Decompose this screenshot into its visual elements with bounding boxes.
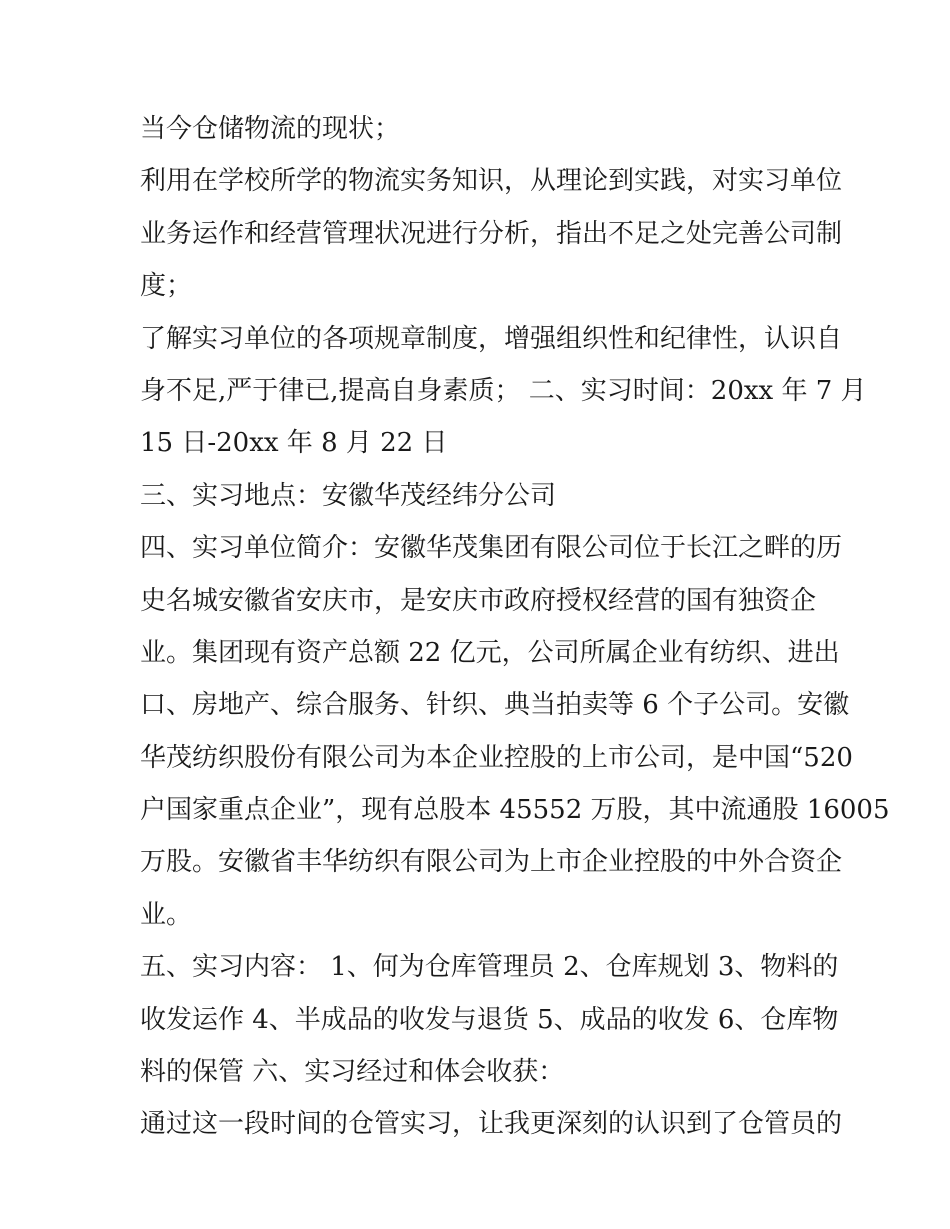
- text-line: 业。集团现有资产总额 22 亿元，公司所属企业有纺织、进出: [140, 637, 840, 668]
- text-line: 口、房地产、综合服务、针织、典当拍卖等 6 个子公司。安徽: [140, 690, 850, 721]
- text-line: 户国家重点企业”，现有总股本 45552 万股，其中流通股 16005: [140, 795, 890, 826]
- text-line: 15 日-20xx 年 8 月 22 日: [140, 428, 448, 459]
- text-line: 史名城安徽省安庆市，是安庆市政府授权经营的国有独资企: [140, 585, 817, 616]
- text-line: 料的保管 六、实习经过和体会收获：: [140, 1057, 565, 1088]
- text-line: 万股。安徽省丰华纺织有限公司为上市企业控股的中外合资企: [140, 847, 843, 878]
- text-line: 业。: [140, 899, 193, 930]
- text-line: 度；: [140, 271, 193, 302]
- text-line: 三、实习地点：安徽华茂经纬分公司: [140, 480, 557, 511]
- text-line: 收发运作 4、半成品的收发与退货 5、成品的收发 6、仓库物: [140, 1004, 839, 1035]
- text-line: 了解实习单位的各项规章制度，增强组织性和纪律性，认识自: [140, 323, 843, 354]
- text-line: 华茂纺织股份有限公司为本企业控股的上市公司，是中国“520: [140, 742, 853, 773]
- document-body: [140, 103, 890, 1151]
- text-line: 通过这一段时间的仓管实习，让我更深刻的认识到了仓管员的: [140, 1109, 843, 1140]
- text-line: 五、实习内容： 1、何为仓库管理员 2、仓库规划 3、物料的: [140, 952, 839, 983]
- text-line: 四、实习单位简介：安徽华茂集团有限公司位于长江之畔的历: [140, 533, 843, 564]
- text-line: 身不足,严于律已,提高自身素质； 二、实习时间：20xx 年 7 月: [140, 375, 867, 406]
- text-line: 当今仓储物流的现状；: [140, 114, 401, 144]
- text-line: 业务运作和经营管理状况进行分析，指出不足之处完善公司制: [140, 218, 843, 249]
- text-line: 利用在学校所学的物流实务知识，从理论到实践，对实习单位: [140, 166, 843, 197]
